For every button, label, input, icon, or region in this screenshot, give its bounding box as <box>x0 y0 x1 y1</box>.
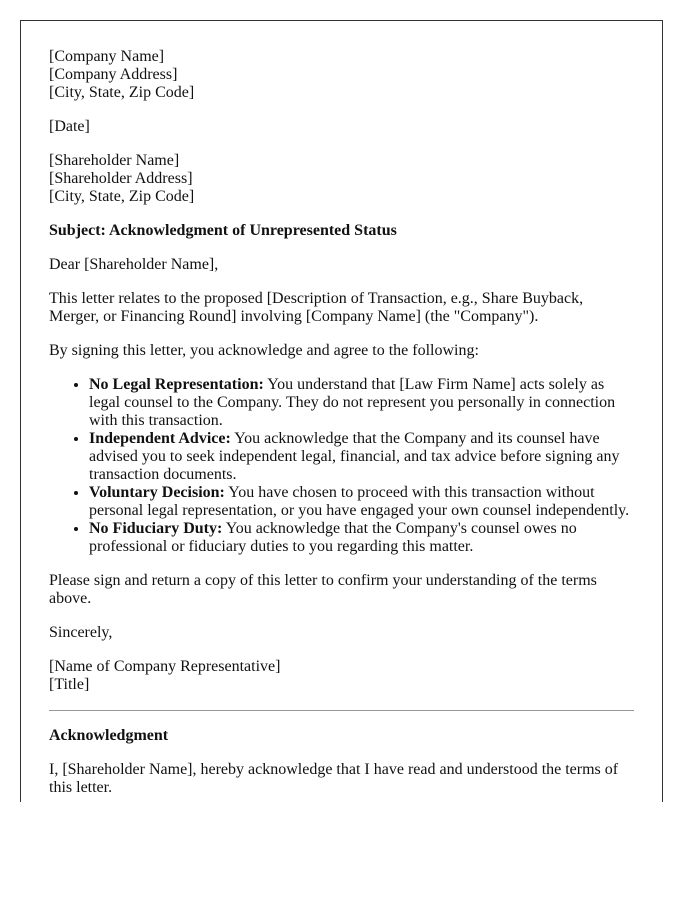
list-item <box>89 376 634 430</box>
signature-name: [Name of Company Representative] <box>49 658 281 675</box>
sender-line: [City, State, Zip Code] <box>49 84 195 101</box>
recipient-line: [Shareholder Name] <box>49 152 180 169</box>
item-text: You have chosen to proceed with this transaction without personal legal representation, or you have engaged your own counsel independently. <box>89 484 630 519</box>
list-item <box>89 430 634 484</box>
lead-in: By signing this letter, you acknowledge and agree to the following: <box>49 342 479 359</box>
salutation: Dear [Shareholder Name], <box>49 256 219 273</box>
recipient-line: [City, State, Zip Code] <box>49 188 195 205</box>
acknowledgment-heading: Acknowledgment <box>49 727 169 744</box>
valediction: Sincerely, <box>49 624 113 641</box>
recipient-line: [Shareholder Address] <box>49 170 193 187</box>
item-title: Independent Advice: <box>89 430 231 447</box>
subject-line: Subject: Acknowledgment of Unrepresented Status <box>49 222 397 239</box>
intro-paragraph: This letter relates to the proposed [Description of Transaction, e.g., Share Buyback, Merger, or Financing Round] involving [Company Name] (the "Company"). <box>49 290 584 325</box>
signature-title: [Title] <box>49 676 90 693</box>
divider <box>49 710 634 711</box>
item-text: You understand that [Law Firm Name] acts solely as legal counsel to the Company. They do not represent you personally in connection with this transaction. <box>89 376 616 429</box>
sender-line: [Company Name] <box>49 48 165 65</box>
acknowledgment-text: I, [Shareholder Name], hereby acknowledge that I have read and understood the terms of this letter. <box>49 761 619 796</box>
signature-block <box>49 658 634 694</box>
item-text: You acknowledge that the Company's counsel owes no professional or fiduciary duties to you regarding this matter. <box>89 520 577 555</box>
sender-address <box>49 48 634 102</box>
item-title: No Fiduciary Duty: <box>89 520 223 537</box>
list-item <box>89 520 634 556</box>
sender-line: [Company Address] <box>49 66 178 83</box>
item-title: Voluntary Decision: <box>89 484 225 501</box>
item-title: No Legal Representation: <box>89 376 264 393</box>
letter-date: [Date] <box>49 118 90 135</box>
item-text: You acknowledge that the Company and its counsel have advised you to seek independent legal, financial, and tax advice before signing any transaction documents. <box>89 430 620 483</box>
letter-page <box>20 20 663 802</box>
closing-request: Please sign and return a copy of this letter to confirm your understanding of the terms above. <box>49 572 597 607</box>
recipient-address <box>49 152 634 206</box>
terms-list <box>49 376 634 556</box>
list-item <box>89 484 634 520</box>
